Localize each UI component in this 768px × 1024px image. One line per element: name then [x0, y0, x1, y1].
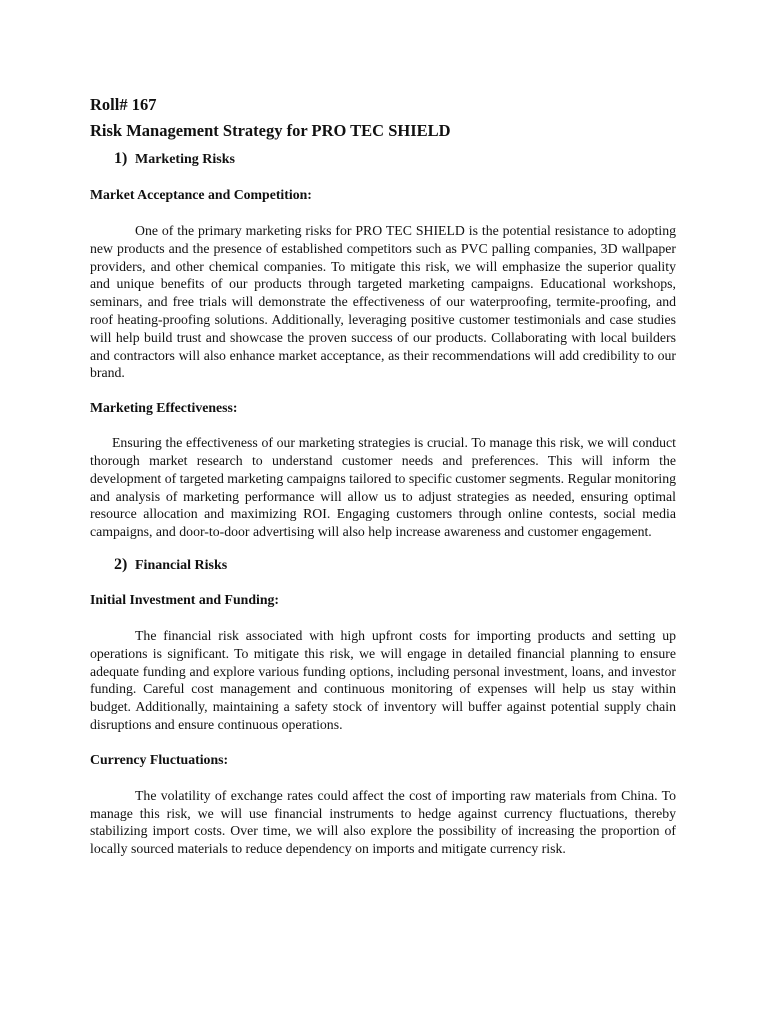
- paragraph-currency-fluctuations: The volatility of exchange rates could affect the cost of importing raw materials from China. To manage this risk, we will use financial instruments to hedge against currency fluctuations, thereby stabilizing import costs. Over time, we will also explore the possibility of increasing the proportion of locally sourced materials to reduce dependency on imports and mitigate currency risk.: [90, 787, 676, 857]
- document-title: Risk Management Strategy for PRO TEC SHIELD: [90, 121, 451, 140]
- subheading-currency-fluctuations: Currency Fluctuations:: [90, 751, 229, 767]
- section-heading-marketing-risks: [90, 150, 676, 168]
- section-number: 1): [114, 150, 128, 167]
- roll-number: Roll# 167: [90, 95, 157, 114]
- subheading-marketing-effectiveness: Marketing Effectiveness:: [90, 400, 238, 416]
- section-label: Financial Risks: [135, 557, 228, 573]
- section-label: Marketing Risks: [135, 152, 235, 167]
- section-number: 2): [114, 555, 128, 573]
- document-page: [90, 94, 676, 858]
- paragraph-initial-investment: The financial risk associated with high upfront costs for importing products and setting up operations is significant. To mitigate this risk, we will engage in detailed financial planning to ensure adequate funding and explore various funding options, including personal investment, loans, and investor funding. Careful cost management and continuous monitoring of expenses will help us stay within budget. Additionally, maintaining a safety stock of inventory will buffer against potential supply chain disruptions and ensure continuous operations.: [90, 627, 676, 732]
- section-heading-financial-risks: [90, 556, 676, 574]
- subheading-initial-investment: Initial Investment and Funding:: [90, 591, 279, 607]
- subheading-market-acceptance: Market Acceptance and Competition:: [90, 187, 312, 202]
- paragraph-marketing-effectiveness: Ensuring the effectiveness of our marketing strategies is crucial. To manage this risk, we will conduct thorough market research to understand customer needs and preferences. This will inform the development of targeted marketing campaigns tailored to specific customer segments. Regular monitoring and analysis of marketing performance will allow us to adjust strategies as needed, ensuring optimal resource allocation and maximizing ROI. Engaging customers through online contests, social media campaigns, and door-to-door advertising will also help increase awareness and customer engagement.: [90, 435, 676, 540]
- paragraph-market-acceptance: One of the primary marketing risks for PRO TEC SHIELD is the potential resistance to adopting new products and the presence of established competitors such as PVC palling companies, 3D wallpaper providers, and other chemical companies. To mitigate this risk, we will emphasize the superior quality and unique benefits of our products through targeted marketing campaigns. Educational workshops, seminars, and free trials will demonstrate the effectiveness of our waterproofing, termite-proofing, and roof heating-proofing solutions. Additionally, leveraging positive customer testimonials and case studies will help build trust and showcase the proven success of our products. Collaborating with local builders and contractors will also enhance market acceptance, as their recommendations will add credibility to our brand.: [90, 223, 676, 381]
